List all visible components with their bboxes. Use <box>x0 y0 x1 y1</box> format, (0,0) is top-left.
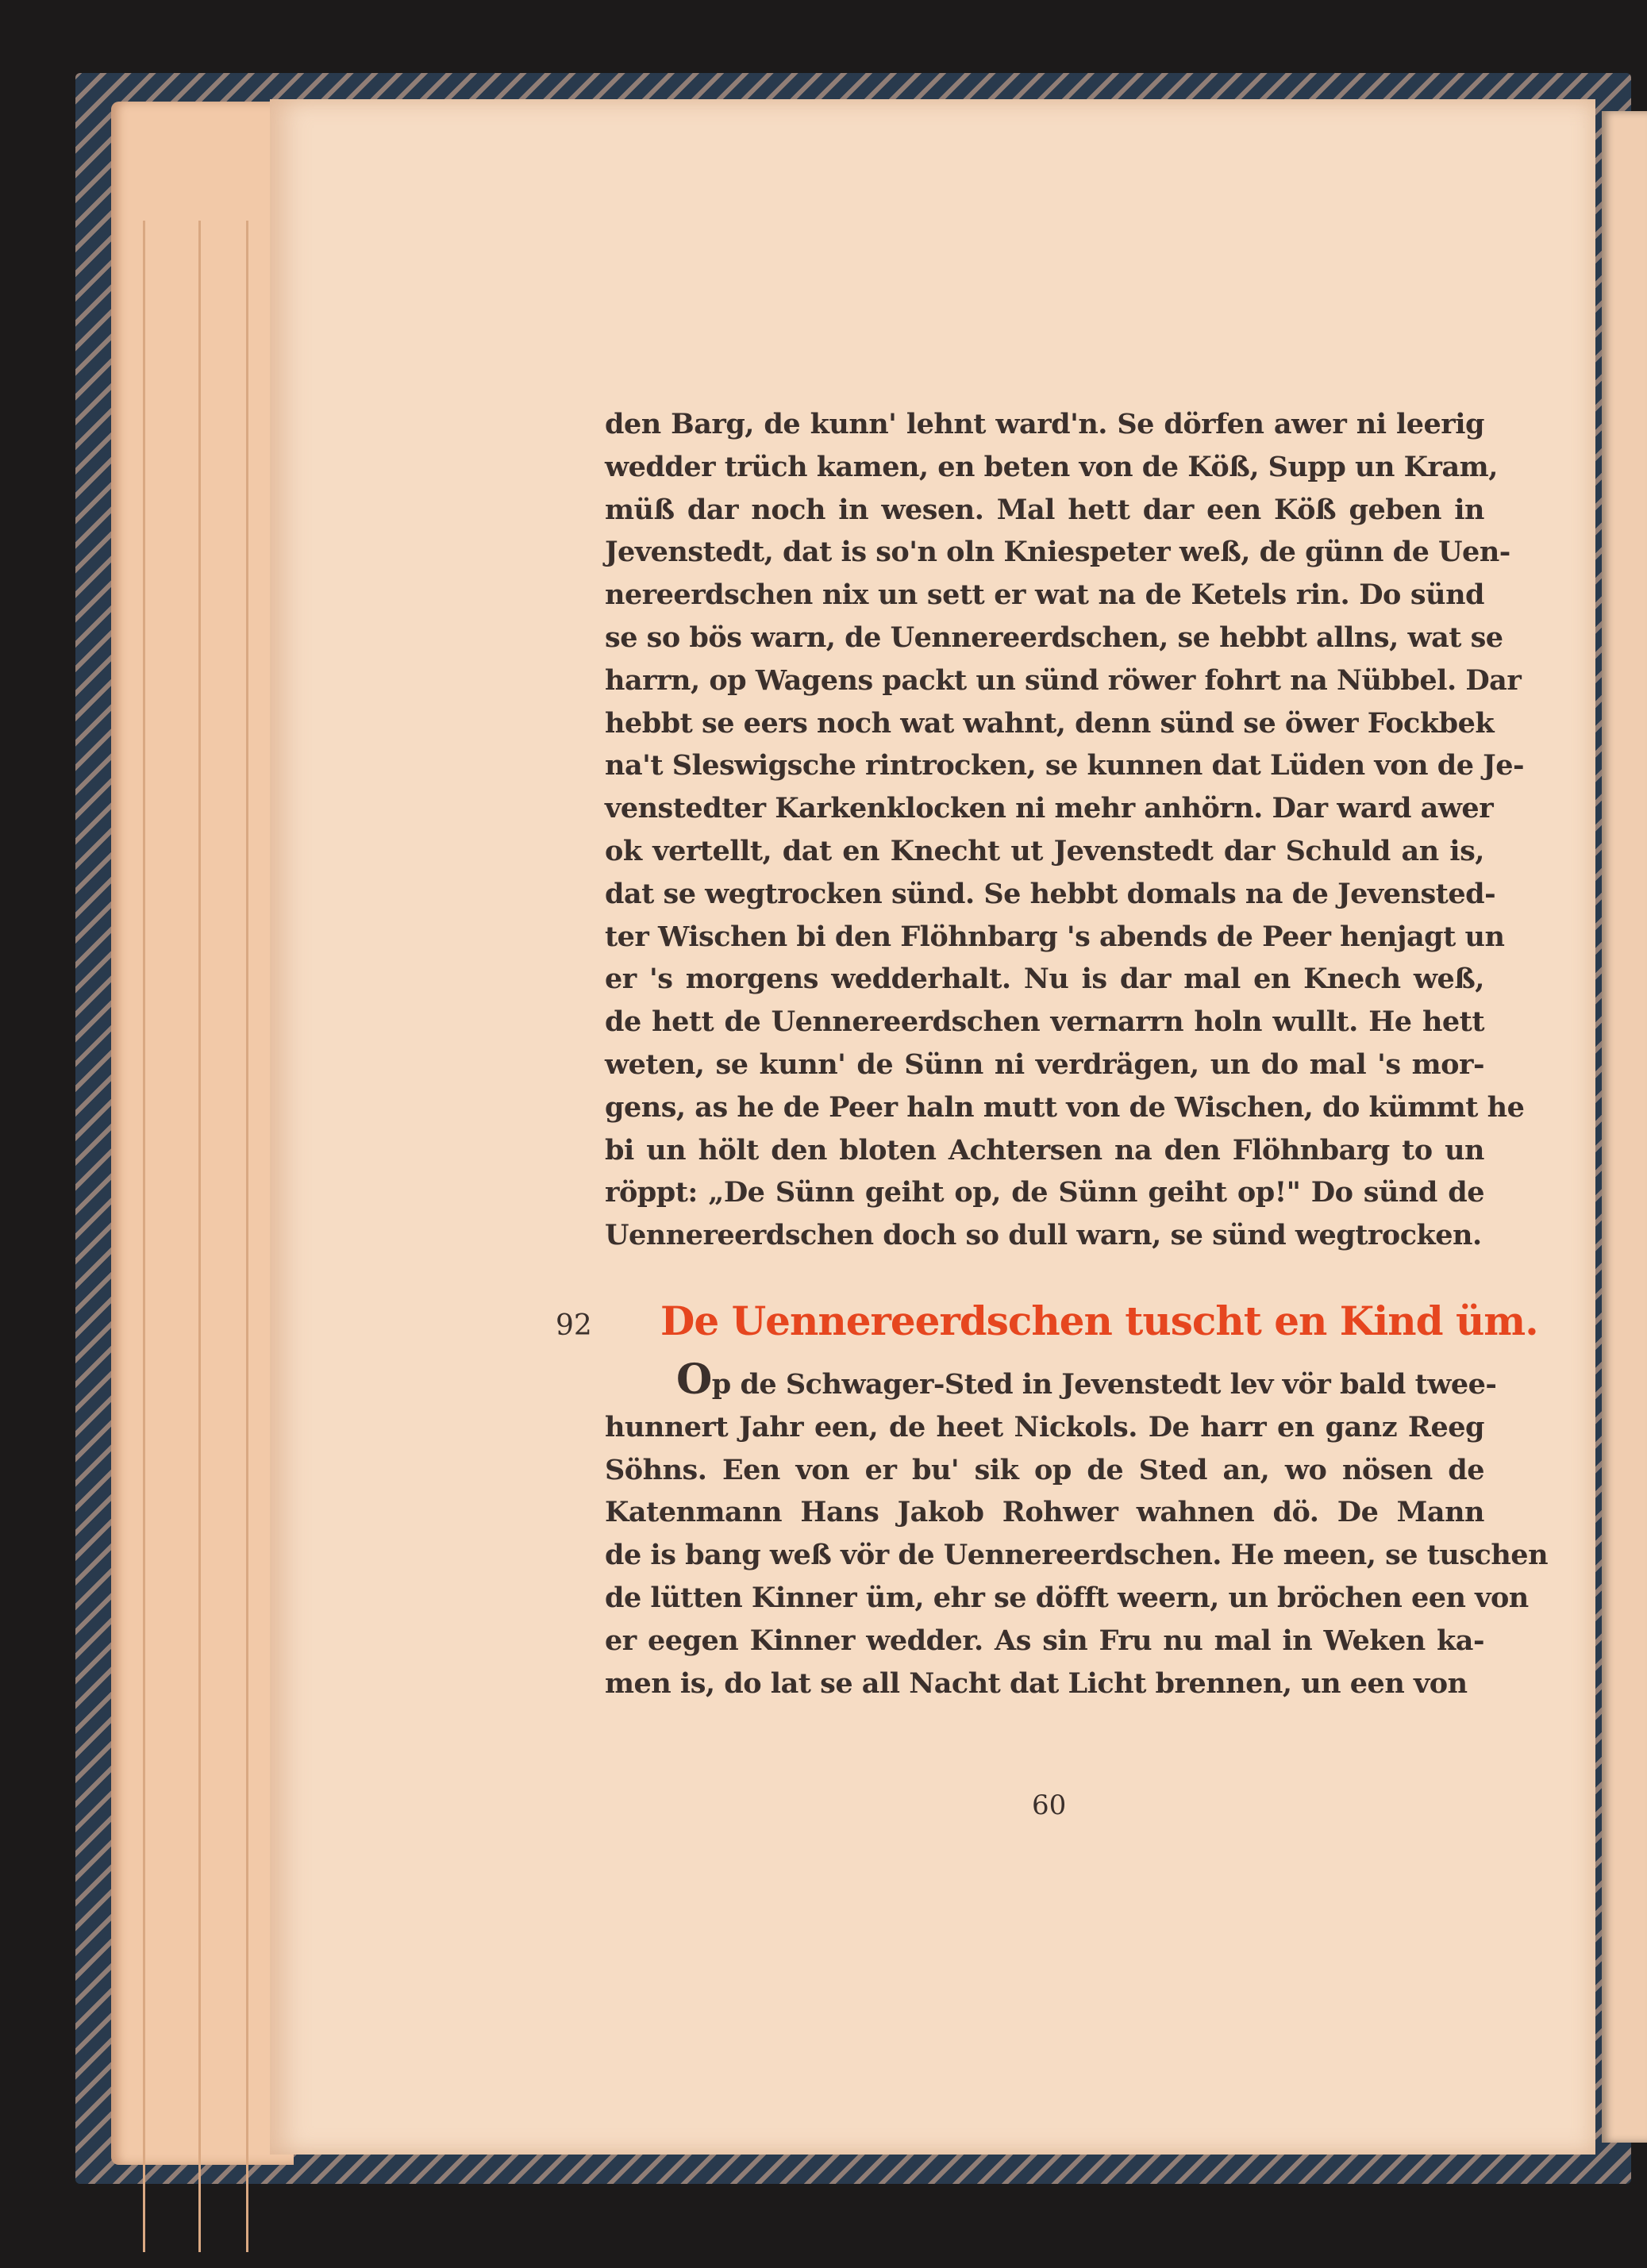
text-line: ter Wischen bi den Flöhnbarg 's abends de Peer henjagt un <box>605 920 1505 953</box>
text-line <box>605 1355 1497 1406</box>
text-line: bi un hölt den bloten Achtersen na den Flöhnbarg to un <box>605 1133 1484 1167</box>
text-line: Uennereerdschen doch so dull warn, se sünd wegtrocken. <box>605 1219 1482 1252</box>
text-line: röppt: „De Sünn geiht op, de Sünn geiht op!" Do sünd de <box>605 1176 1484 1209</box>
page-edge-line <box>246 221 248 2252</box>
text-line: de is bang weß vör de Uennereerdschen. He meen, se tuschen <box>605 1539 1549 1572</box>
facing-page-edge <box>1602 111 1647 2143</box>
text-line-content: p de Schwager-Sted in Jevenstedt lev vör bald twee- <box>711 1368 1497 1401</box>
text-line: den Barg, de kunn' lehnt ward'n. Se dörfen awer ni leerig <box>605 408 1484 440</box>
text-line: er 's morgens wedderhalt. Nu is dar mal en Knech weß, <box>605 963 1484 996</box>
text-line: Jevenstedt, dat is so'n oln Kniespeter weß, de günn de Uen- <box>605 536 1510 569</box>
paragraph-1 <box>605 403 1525 1257</box>
text-line: de lütten Kinner üm, ehr se döfft weern, un bröchen een von <box>605 1581 1529 1614</box>
text-line: men is, do lat se all Nacht dat Licht brennen, un een von <box>605 1666 1468 1700</box>
drop-cap: O <box>676 1355 712 1404</box>
text-line: se so bös warn, de Uennereerdschen, se hebbt allns, wat se <box>605 621 1503 654</box>
text-line: harrn, op Wagens packt un sünd röwer fohrt na Nübbel. Dar <box>605 663 1522 697</box>
page-edge-line <box>143 221 145 2252</box>
paragraph-2 <box>605 1355 1549 1705</box>
text-line: nereerdschen nix un sett er wat na de Ketels rin. Do sünd <box>605 579 1484 612</box>
text-line: venstedter Karkenklocken ni mehr anhörn. Dar ward awer <box>605 792 1494 825</box>
text-line: Söhns. Een von er bu' sik op de Sted an, wo nösen de <box>605 1453 1484 1486</box>
text-line: hunnert Jahr een, de heet Nickols. De harr en ganz Reeg <box>605 1410 1484 1443</box>
text-line: Katenmann Hans Jakob Rohwer wahnen dö. De Mann <box>605 1496 1484 1529</box>
page-edges <box>111 102 294 2165</box>
page-edge-line <box>198 221 201 2252</box>
text-line: weten, se kunn' de Sünn ni verdrägen, un do mal 's mor- <box>605 1048 1484 1081</box>
text-line: dat se wegtrocken sünd. Se hebbt domals na de Jevensted- <box>605 877 1496 910</box>
margin-number: 92 <box>556 1309 592 1342</box>
text-line: de hett de Uennereerdschen vernarrn holn wullt. He hett <box>605 1005 1484 1039</box>
text-line: ok vertellt, dat en Knecht ut Jevenstedt dar Schuld an is, <box>605 834 1484 867</box>
text-line: gens, as he de Peer haln mutt von de Wischen, do kümmt he <box>605 1090 1525 1124</box>
story-heading: De Uennereerdschen tuscht en Kind üm. <box>660 1297 1538 1344</box>
text-line: hebbt se eers noch wat wahnt, denn sünd se öwer Fockbek <box>605 706 1495 740</box>
page-number: 60 <box>1032 1789 1067 1821</box>
text-line: na't Sleswigsche rintrocken, se kunnen dat Lüden von de Je- <box>605 749 1525 782</box>
text-line: wedder trüch kamen, en beten von de Köß, Supp un Kram, <box>605 450 1498 483</box>
text-line: er eegen Kinner wedder. As sin Fru nu mal in Weken ka- <box>605 1624 1484 1657</box>
text-line: müß dar noch in wesen. Mal hett dar een Köß geben in <box>605 493 1484 526</box>
